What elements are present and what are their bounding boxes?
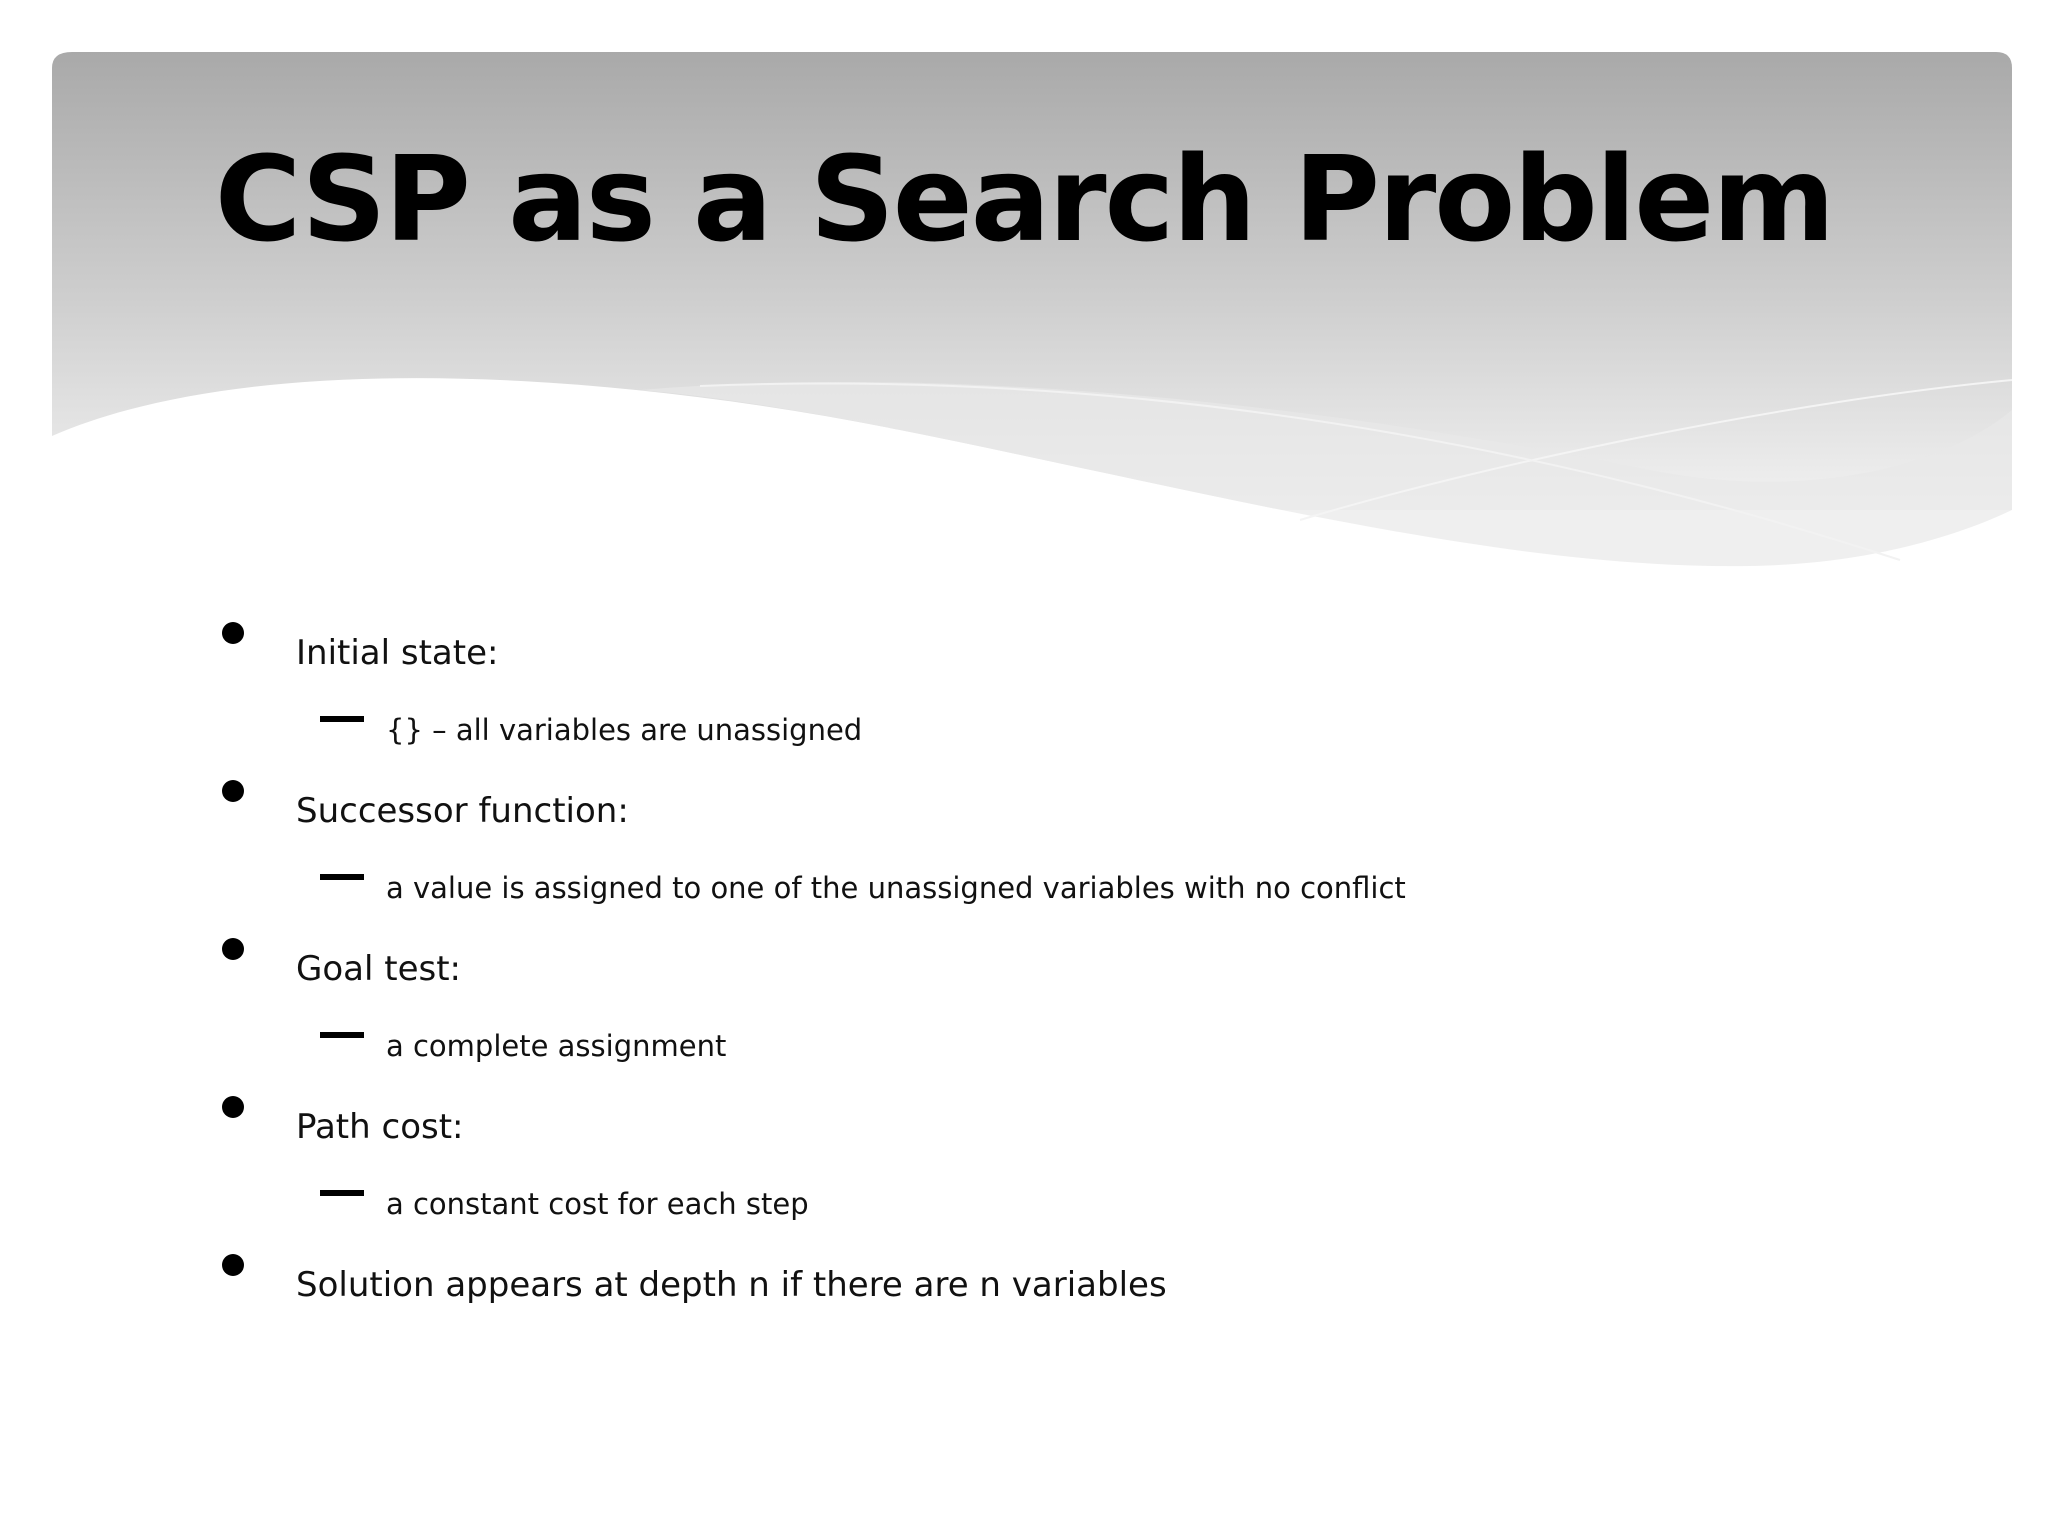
bullet-dot xyxy=(222,780,244,802)
bullet-item-solution-depth: Solution appears at depth n if there are n variables xyxy=(296,1265,1167,1305)
sub-bullet-dash xyxy=(320,716,364,722)
sub-bullet-dash xyxy=(320,1032,364,1038)
bullet-item-successor-function: Successor function: xyxy=(296,791,629,831)
bullet-dot xyxy=(222,1254,244,1276)
bullet-dot xyxy=(222,1096,244,1118)
bullet-dot xyxy=(222,938,244,960)
slide-title: CSP as a Search Problem xyxy=(214,130,1834,268)
bullet-item-path-cost: Path cost: xyxy=(296,1107,464,1147)
bullet-item-goal-test: Goal test: xyxy=(296,949,461,989)
bullet-dot xyxy=(222,622,244,644)
sub-bullet-dash xyxy=(320,1190,364,1196)
sub-item-successor-function: a value is assigned to one of the unassigned variables with no conflict xyxy=(386,871,1406,905)
bullet-item-initial-state: Initial state: xyxy=(296,633,499,673)
sub-item-initial-state: {} – all variables are unassigned xyxy=(386,713,863,747)
sub-bullet-dash xyxy=(320,874,364,880)
sub-item-path-cost: a constant cost for each step xyxy=(386,1187,809,1221)
sub-item-goal-test: a complete assignment xyxy=(386,1029,727,1063)
